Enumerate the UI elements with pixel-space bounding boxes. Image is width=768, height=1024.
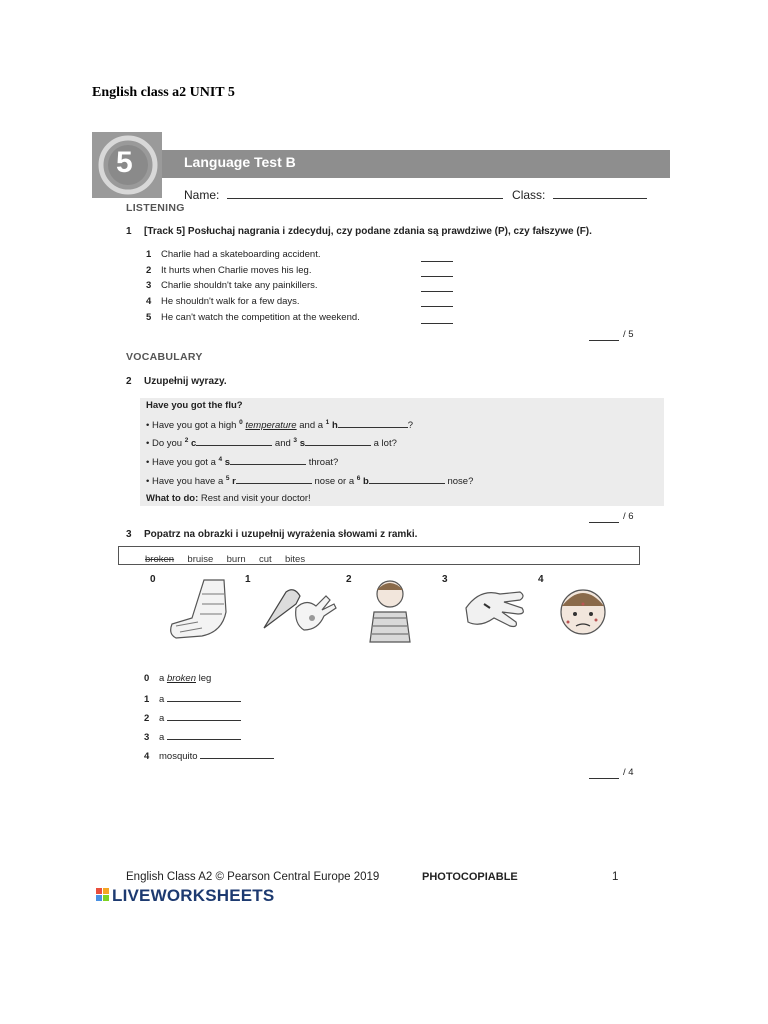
word-box-item: broken bbox=[145, 554, 175, 565]
listening-item: 4 He shouldn't walk for a few days. bbox=[146, 296, 300, 307]
answer-blank[interactable] bbox=[421, 322, 453, 324]
burn-hand-picture bbox=[256, 578, 346, 644]
flu-line-3: • Have you got a $^4$ s throat? bbox=[146, 455, 339, 468]
fill-blank[interactable] bbox=[167, 711, 241, 721]
flu-line-1: • Have you got a high $^0$ temperature and a $^1$ h ? bbox=[146, 418, 414, 431]
footer-page-number: 1 bbox=[612, 871, 619, 883]
broken-leg-picture bbox=[162, 574, 242, 644]
task-2-instruction: 2 Uzupełnij wyrazy. bbox=[126, 376, 227, 387]
fill-blank[interactable] bbox=[196, 436, 272, 446]
liveworksheets-logo-icon bbox=[96, 888, 110, 902]
fill-blank[interactable] bbox=[167, 730, 241, 740]
answer-line-3: 3 a bbox=[144, 730, 241, 743]
bruise-boy-picture bbox=[360, 576, 420, 644]
fill-blank[interactable] bbox=[230, 455, 306, 465]
flu-box bbox=[140, 398, 664, 506]
flu-line-4: • Have you have a $^5$ r nose or a $^6$ b nose? bbox=[146, 474, 474, 487]
flu-line-2: • Do you $^2$ c and $^3$ s a lot? bbox=[146, 436, 397, 449]
listening-item: 5 He can't watch the competition at the weekend. bbox=[146, 312, 360, 323]
fill-blank[interactable] bbox=[305, 436, 371, 446]
task-3-instruction: 3 Popatrz na obrazki i uzupełnij wyrażenia słowami z ramki. bbox=[126, 529, 418, 540]
fill-blank[interactable] bbox=[369, 474, 445, 484]
score-blank[interactable] bbox=[589, 511, 619, 523]
picture-number: 3 bbox=[442, 574, 448, 585]
name-label: Name: bbox=[184, 188, 220, 202]
picture-number: 0 bbox=[150, 574, 156, 585]
liveworksheets-brand[interactable]: LIVEWORKSHEETS bbox=[112, 886, 275, 905]
fill-blank[interactable] bbox=[200, 749, 274, 759]
answer-line-0: 0 a broken leg bbox=[144, 673, 212, 684]
word-box-item: bruise bbox=[187, 554, 214, 565]
answer-blank[interactable] bbox=[421, 305, 453, 307]
listening-score: / 5 bbox=[589, 329, 634, 341]
listening-item: 2 It hurts when Charlie moves his leg. bbox=[146, 265, 312, 276]
word-box-item: bites bbox=[285, 554, 306, 565]
class-field[interactable] bbox=[553, 187, 647, 199]
flu-box-title: Have you got the flu? bbox=[146, 400, 243, 411]
test-title: Language Test B bbox=[184, 154, 296, 170]
answer-line-2: 2 a bbox=[144, 711, 241, 724]
fill-blank[interactable] bbox=[338, 418, 408, 428]
name-field[interactable] bbox=[227, 187, 503, 199]
unit-badge bbox=[92, 132, 162, 198]
word-box-item: cut bbox=[258, 554, 272, 565]
name-class-row bbox=[184, 187, 647, 202]
picture-number: 4 bbox=[538, 574, 544, 585]
fill-blank[interactable] bbox=[236, 474, 312, 484]
cut-hand-picture bbox=[460, 578, 530, 642]
flu-line-5: What to do: Rest and visit your doctor! bbox=[146, 493, 311, 504]
answer-blank[interactable] bbox=[421, 290, 453, 292]
answer-line-1: 1 a bbox=[144, 692, 241, 705]
word-box-item: burn bbox=[226, 554, 246, 565]
score-blank[interactable] bbox=[589, 767, 619, 779]
vocabulary-heading: VOCABULARY bbox=[126, 351, 203, 363]
listening-heading: LISTENING bbox=[126, 202, 185, 214]
picture-number: 1 bbox=[245, 574, 251, 585]
score-blank[interactable] bbox=[589, 329, 619, 341]
answer-blank[interactable] bbox=[421, 275, 453, 277]
picture-number: 2 bbox=[346, 574, 352, 585]
task-1-instruction bbox=[126, 226, 592, 237]
task-3-score: / 4 bbox=[589, 767, 634, 779]
answer-line-4: 4 mosquito bbox=[144, 749, 274, 762]
answer-blank[interactable] bbox=[421, 260, 453, 262]
task-2-score: / 6 bbox=[589, 511, 634, 523]
fill-blank[interactable] bbox=[167, 692, 241, 702]
word-box bbox=[118, 546, 640, 565]
footer-photocopiable: PHOTOCOPIABLE bbox=[422, 871, 518, 883]
footer-copyright: English Class A2 © Pearson Central Europe 2019 bbox=[126, 871, 380, 883]
listening-item: 1 Charlie had a skateboarding accident. bbox=[146, 249, 321, 260]
class-label: Class: bbox=[512, 188, 546, 202]
mosquito-bites-boy-picture bbox=[550, 578, 616, 644]
task-1-text: [Track 5] Posłuchaj nagrania i zdecyduj, czy podane zdania są prawdziwe (P), czy fałszywe (F). bbox=[144, 226, 592, 237]
task-1-number: 1 bbox=[126, 226, 132, 237]
unit-number: 5 bbox=[116, 146, 133, 179]
listening-item: 3 Charlie shouldn't take any painkillers. bbox=[146, 280, 318, 291]
document-title: English class a2 UNIT 5 bbox=[92, 85, 235, 100]
